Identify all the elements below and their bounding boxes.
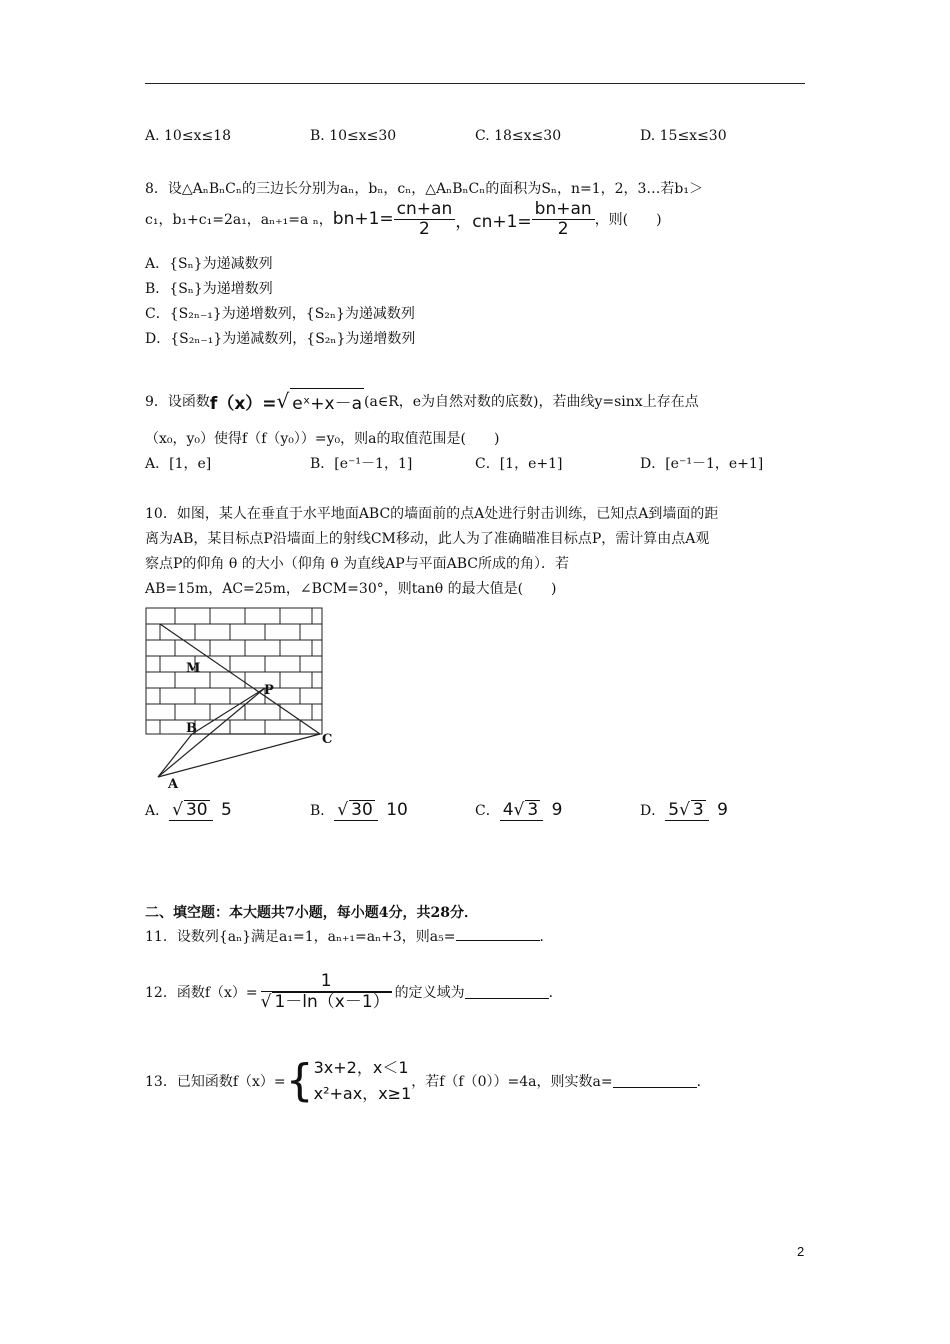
q10-option-d-den: 9 bbox=[717, 800, 728, 820]
q10-option-a-den: 5 bbox=[221, 800, 232, 820]
q7-option-a: A. 10≤x≤18 bbox=[145, 128, 231, 144]
q9-option-b: B．[e⁻¹－1，1] bbox=[310, 456, 413, 472]
q9-option-d: D．[e⁻¹－1，e+1] bbox=[640, 456, 764, 472]
segment-ac bbox=[158, 734, 320, 777]
q10-option-d-radicand: 3 bbox=[692, 800, 704, 820]
q8-b-lhs: bn+1= bbox=[332, 209, 394, 230]
q8-option-b: B．{Sₙ}为递增数列 bbox=[145, 281, 273, 297]
q10-option-b-fraction bbox=[334, 800, 411, 821]
q9-post: (a∈R，e为自然对数的底数)，若曲线y=sinx上存在点 bbox=[364, 394, 699, 410]
q12-line bbox=[145, 972, 563, 1011]
q10-option-c-coef: 4 bbox=[502, 800, 514, 820]
q10-line4: AB=15m，AC=25m，∠BCM=30°，则tanθ 的最大值是( ) bbox=[145, 581, 557, 597]
q13-pre: 13．已知函数f（x）= bbox=[145, 1073, 286, 1090]
q7-option-d: D. 15≤x≤30 bbox=[640, 128, 727, 144]
q8-given: c₁，b₁+c₁=2a₁，aₙ₊₁=a ₙ， bbox=[145, 212, 333, 229]
q10-option-b-den: 10 bbox=[386, 800, 408, 820]
q9-option-c: C．[1，e+1] bbox=[475, 456, 563, 472]
label-c: C bbox=[322, 732, 333, 747]
q10-option-b-num: √ 30 bbox=[334, 800, 377, 821]
q8-b-num: cn+an bbox=[394, 200, 456, 220]
q13-answer-blank bbox=[613, 1073, 697, 1088]
sqrt-icon: √ bbox=[276, 389, 290, 413]
q12-end: ． bbox=[548, 984, 563, 1001]
segment-ap bbox=[158, 688, 265, 777]
section-heading: 二、填空题：本大题共7小题，每小题4分，共28分． bbox=[145, 905, 478, 921]
q12-pre: 12．函数f（x）= bbox=[145, 984, 258, 1001]
q10-option-c-label: C． bbox=[475, 803, 500, 820]
q8-option-a: A．{Sₙ}为递减数列 bbox=[145, 256, 273, 272]
q10-option-c-radicand: 3 bbox=[527, 800, 539, 820]
q12-post: 的定义域为 bbox=[394, 984, 465, 1001]
q8-c-den: 2 bbox=[557, 218, 569, 239]
q10-option-d-num: 5√ 3 bbox=[665, 800, 709, 821]
geometry-lines bbox=[158, 624, 320, 777]
q8-c-lhs: ，cn+1= bbox=[455, 211, 532, 232]
q8-c-num: bn+an bbox=[532, 200, 595, 220]
segment-ab bbox=[158, 734, 192, 777]
q10-option-b-radicand: 30 bbox=[351, 800, 373, 820]
q10-option-d-fraction bbox=[665, 800, 731, 821]
q11-text: 11．设数列{aₙ}满足a₁=1，aₙ₊₁=aₙ+3，则a₅= bbox=[145, 929, 456, 945]
q8-c-fraction bbox=[532, 200, 595, 238]
q7-options bbox=[145, 128, 805, 144]
q13-post: ，若f（f（0））=4a，则实数a= bbox=[411, 1073, 613, 1090]
q10-wall-figure bbox=[140, 602, 350, 792]
q8-option-d: D．{S₂ₙ₋₁}为递减数列，{S₂ₙ}为递增数列 bbox=[145, 331, 416, 347]
q10-option-a-fraction bbox=[169, 800, 235, 821]
q12-fraction bbox=[258, 972, 395, 1011]
page-number: 2 bbox=[797, 1244, 805, 1259]
q11-end: ． bbox=[539, 929, 554, 945]
q10-option-a-radicand: 30 bbox=[185, 800, 208, 820]
q13-line bbox=[145, 1055, 711, 1106]
q9-line1 bbox=[145, 388, 699, 414]
q10-option-d-coef: 5 bbox=[668, 800, 680, 820]
q10-option-c-den: 9 bbox=[551, 800, 563, 820]
q10-option-c bbox=[475, 800, 640, 821]
q13-piecewise bbox=[314, 1055, 412, 1106]
q12-den: √ 1－ln（x－1） bbox=[260, 991, 390, 1012]
q13-case1: 3x+2，x＜1 bbox=[313, 1058, 409, 1077]
label-m: M bbox=[186, 661, 201, 676]
wall-outline bbox=[146, 608, 322, 734]
label-a: A bbox=[168, 777, 179, 792]
q10-line2: 离为AB，某目标点P沿墙面上的射线CM移动，此人为了准确瞄准目标点P，需计算由点A观 bbox=[145, 531, 710, 547]
q10-option-a bbox=[145, 800, 310, 821]
q10-option-c-fraction bbox=[500, 800, 566, 821]
q12-answer-blank bbox=[465, 984, 549, 999]
q9-radicand: eˣ+x－a bbox=[290, 388, 364, 414]
q12-num: 1 bbox=[261, 972, 392, 992]
q10-line3: 察点P的仰角 θ 的大小（仰角 θ 为直线AP与平面ABC所成的角）．若 bbox=[145, 556, 569, 572]
q9-options bbox=[145, 453, 805, 473]
brick-wall bbox=[146, 608, 322, 734]
q9-func: f（x）= bbox=[209, 393, 277, 414]
q11-line bbox=[145, 926, 554, 946]
q10-option-a-num: √ 30 bbox=[169, 800, 212, 821]
q10-option-d bbox=[640, 800, 805, 821]
q12-radicand: 1－ln（x－1） bbox=[274, 991, 390, 1012]
q9-line2: （x₀，y₀）使得f（f（y₀））=y₀，则a的取值范围是( ) bbox=[145, 431, 500, 447]
q10-option-a-label: A． bbox=[145, 803, 170, 820]
q11-answer-blank bbox=[456, 926, 540, 941]
q9-option-a: A．[1，e] bbox=[145, 456, 212, 472]
q10-option-c-num: 4√ 3 bbox=[500, 800, 544, 821]
q8-option-c: C．{S₂ₙ₋₁}为递增数列，{S₂ₙ}为递减数列 bbox=[145, 306, 415, 322]
q10-option-d-label: D． bbox=[640, 803, 666, 820]
q7-option-c: C. 18≤x≤30 bbox=[475, 128, 562, 144]
q9-pre: 9．设函数 bbox=[145, 394, 210, 410]
q8-line2 bbox=[145, 200, 662, 238]
q8-b-fraction bbox=[394, 200, 456, 238]
q13-case2: x²+ax，x≥1 bbox=[313, 1083, 412, 1103]
q10-options bbox=[145, 800, 805, 821]
label-b: B bbox=[186, 721, 197, 736]
q8-b-den: 2 bbox=[419, 218, 430, 239]
label-p: P bbox=[264, 683, 274, 698]
q10-option-b bbox=[310, 800, 475, 821]
header-rule bbox=[145, 83, 805, 84]
q7-option-b: B. 10≤x≤30 bbox=[310, 128, 397, 144]
q8-line1: 8．设△AₙBₙCₙ的三边长分别为aₙ，bₙ，cₙ，△AₙBₙCₙ的面积为Sₙ，n=1，2，3…若b₁＞ bbox=[145, 181, 704, 197]
q13-end: ． bbox=[696, 1073, 711, 1090]
q10-option-b-label: B． bbox=[310, 803, 335, 820]
q10-line1: 10．如图，某人在垂直于水平地面ABC的墙面前的点A处进行射击训练，已知点A到墙面的距 bbox=[145, 506, 719, 522]
segment-bp bbox=[192, 688, 265, 734]
q8-ask: ，则( ) bbox=[594, 212, 662, 229]
left-brace-icon: { bbox=[285, 1054, 314, 1106]
